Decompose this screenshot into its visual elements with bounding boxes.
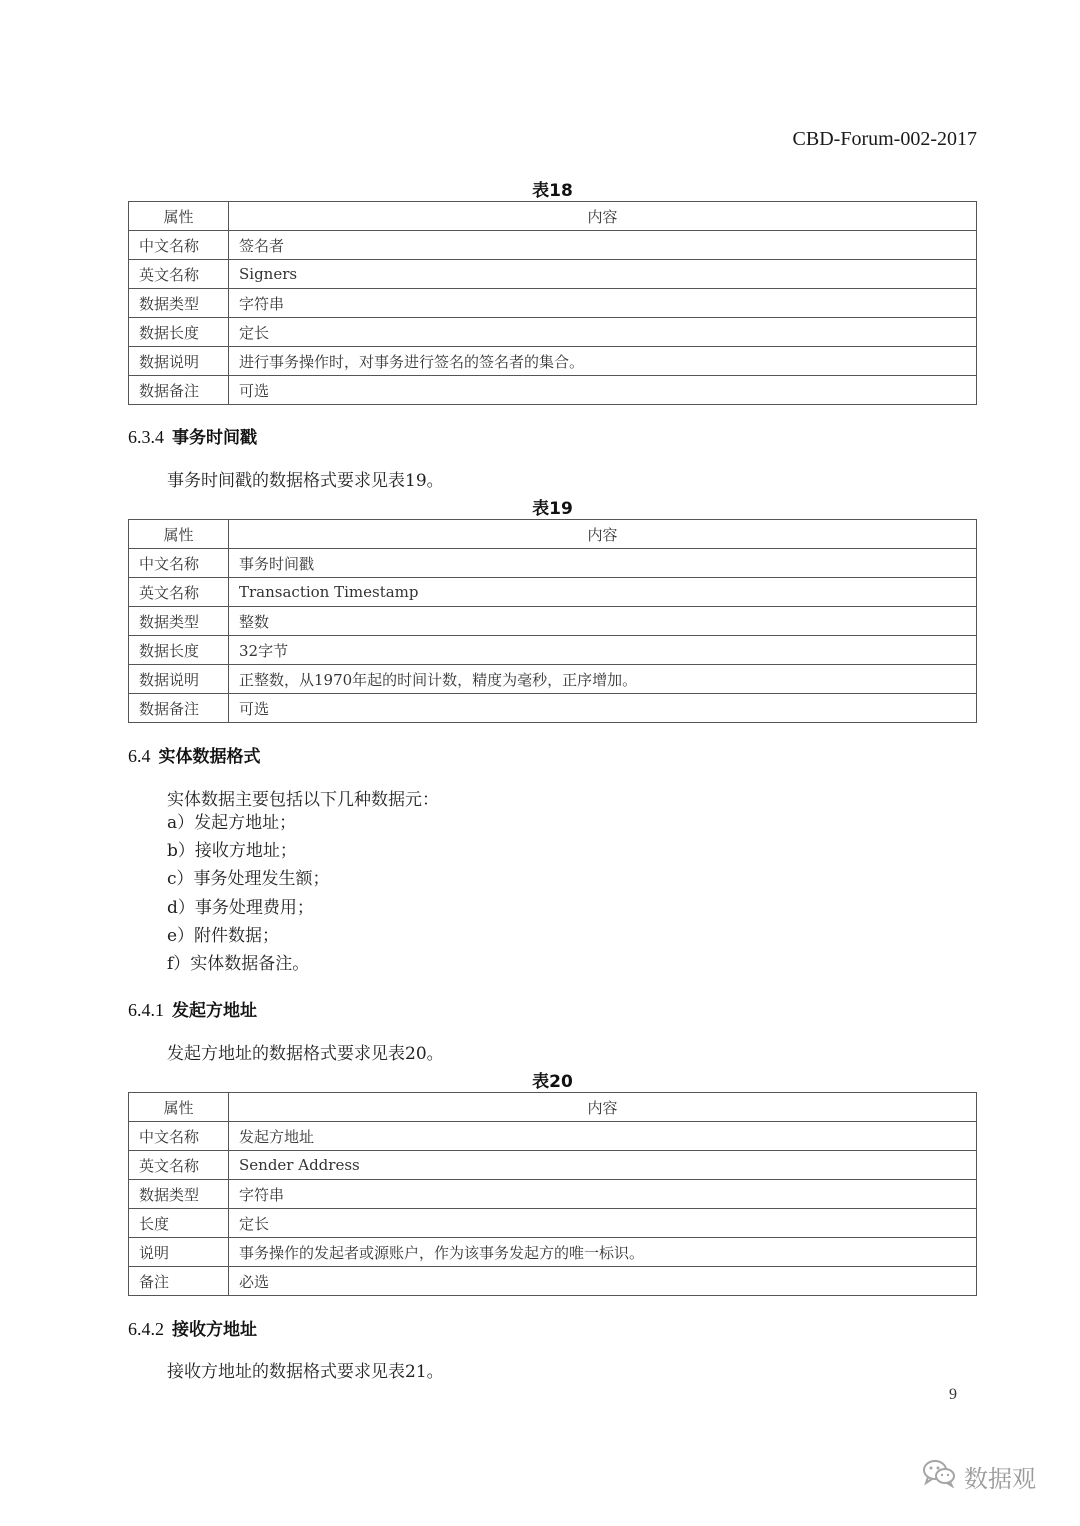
row-value: 可选 xyxy=(229,376,977,405)
table-row xyxy=(129,289,977,318)
row-key: 中文名称 xyxy=(129,1122,229,1151)
section-number: 6.4.2 xyxy=(128,1319,164,1339)
list-item: a）发起方地址； xyxy=(167,813,297,833)
row-key: 英文名称 xyxy=(129,1151,229,1180)
row-value: 正整数，从1970年起的时间计数，精度为毫秒，正序增加。 xyxy=(229,665,977,694)
section-title: 发起方地址 xyxy=(172,1001,257,1021)
table-row xyxy=(129,1238,977,1267)
row-value: 可选 xyxy=(229,694,977,723)
table-row xyxy=(129,231,977,260)
row-key: 数据备注 xyxy=(129,376,229,405)
list-item: b）接收方地址； xyxy=(167,841,297,862)
section-title: 实体数据格式 xyxy=(158,747,261,767)
table-row xyxy=(129,376,977,405)
paragraph: 接收方地址的数据格式要求见表21。 xyxy=(167,1362,444,1382)
row-key: 长度 xyxy=(129,1209,229,1238)
row-key: 英文名称 xyxy=(129,260,229,289)
table-row xyxy=(129,1122,977,1151)
watermark xyxy=(922,1458,1036,1494)
column-header-content: 内容 xyxy=(229,202,977,231)
section-title: 事务时间戳 xyxy=(172,428,257,448)
row-value: 必选 xyxy=(229,1267,977,1296)
table-row xyxy=(129,1151,977,1180)
table-header-row xyxy=(129,1093,977,1122)
row-value: 字符串 xyxy=(229,289,977,318)
table-row xyxy=(129,694,977,723)
row-value: Sender Address xyxy=(229,1151,977,1180)
row-key: 中文名称 xyxy=(129,549,229,578)
row-key: 数据说明 xyxy=(129,665,229,694)
row-key: 数据备注 xyxy=(129,694,229,723)
list-item: e）附件数据； xyxy=(167,925,280,946)
table-row xyxy=(129,665,977,694)
section-heading-6-4-1 xyxy=(128,996,257,1021)
row-key: 备注 xyxy=(129,1267,229,1296)
table-row xyxy=(129,1267,977,1296)
row-value: 定长 xyxy=(229,1209,977,1238)
table-row xyxy=(129,578,977,607)
row-value: 字符串 xyxy=(229,1180,977,1209)
column-header-content: 内容 xyxy=(229,1093,977,1122)
section-heading-6-3-4 xyxy=(128,423,257,448)
row-key: 数据类型 xyxy=(129,1180,229,1209)
row-value: 事务时间戳 xyxy=(229,549,977,578)
row-value: 事务操作的发起者或源账户，作为该事务发起方的唯一标识。 xyxy=(229,1238,977,1267)
table-row xyxy=(129,549,977,578)
row-value: 签名者 xyxy=(229,231,977,260)
section-title: 接收方地址 xyxy=(172,1320,257,1340)
table-19-caption: 表19 xyxy=(532,499,573,519)
row-value: 定长 xyxy=(229,318,977,347)
paragraph: 发起方地址的数据格式要求见表20。 xyxy=(167,1044,444,1064)
section-number: 6.4.1 xyxy=(128,1000,164,1020)
column-header-attribute: 属性 xyxy=(129,520,229,549)
table-header-row xyxy=(129,202,977,231)
row-key: 数据长度 xyxy=(129,636,229,665)
row-key: 数据类型 xyxy=(129,289,229,318)
table-row xyxy=(129,347,977,376)
list-item: d）事务处理费用； xyxy=(167,897,314,918)
table-row xyxy=(129,607,977,636)
list-item: f）实体数据备注。 xyxy=(167,953,310,974)
section-heading-6-4 xyxy=(128,742,261,767)
document-id: CBD-Forum-002-2017 xyxy=(792,128,977,150)
table-20-caption: 表20 xyxy=(532,1072,573,1092)
table-row xyxy=(129,1180,977,1209)
row-key: 数据说明 xyxy=(129,347,229,376)
column-header-attribute: 属性 xyxy=(129,1093,229,1122)
entity-data-list xyxy=(167,809,330,978)
watermark-text: 数据观 xyxy=(964,1464,1036,1493)
row-value: 进行事务操作时，对事务进行签名的签名者的集合。 xyxy=(229,347,977,376)
list-item: c）事务处理发生额； xyxy=(167,869,330,890)
column-header-attribute: 属性 xyxy=(129,202,229,231)
row-key: 数据类型 xyxy=(129,607,229,636)
section-number: 6.4 xyxy=(128,746,151,766)
table-18-caption: 表18 xyxy=(532,181,573,201)
section-heading-6-4-2 xyxy=(128,1315,257,1340)
wechat-icon xyxy=(922,1458,964,1494)
paragraph: 实体数据主要包括以下几种数据元： xyxy=(167,790,439,810)
table-20 xyxy=(128,1092,977,1296)
page-number: 9 xyxy=(949,1386,957,1403)
row-key: 中文名称 xyxy=(129,231,229,260)
row-key: 数据长度 xyxy=(129,318,229,347)
table-row xyxy=(129,318,977,347)
row-value: 32字节 xyxy=(229,636,977,665)
row-value: 发起方地址 xyxy=(229,1122,977,1151)
paragraph: 事务时间戳的数据格式要求见表19。 xyxy=(167,471,444,491)
table-18 xyxy=(128,201,977,405)
table-row xyxy=(129,260,977,289)
column-header-content: 内容 xyxy=(229,520,977,549)
table-row xyxy=(129,1209,977,1238)
table-header-row xyxy=(129,520,977,549)
row-key: 说明 xyxy=(129,1238,229,1267)
row-value: 整数 xyxy=(229,607,977,636)
row-value: Transaction Timestamp xyxy=(229,578,977,607)
table-19 xyxy=(128,519,977,723)
section-number: 6.3.4 xyxy=(128,427,164,447)
row-value: Signers xyxy=(229,260,977,289)
table-row xyxy=(129,636,977,665)
row-key: 英文名称 xyxy=(129,578,229,607)
